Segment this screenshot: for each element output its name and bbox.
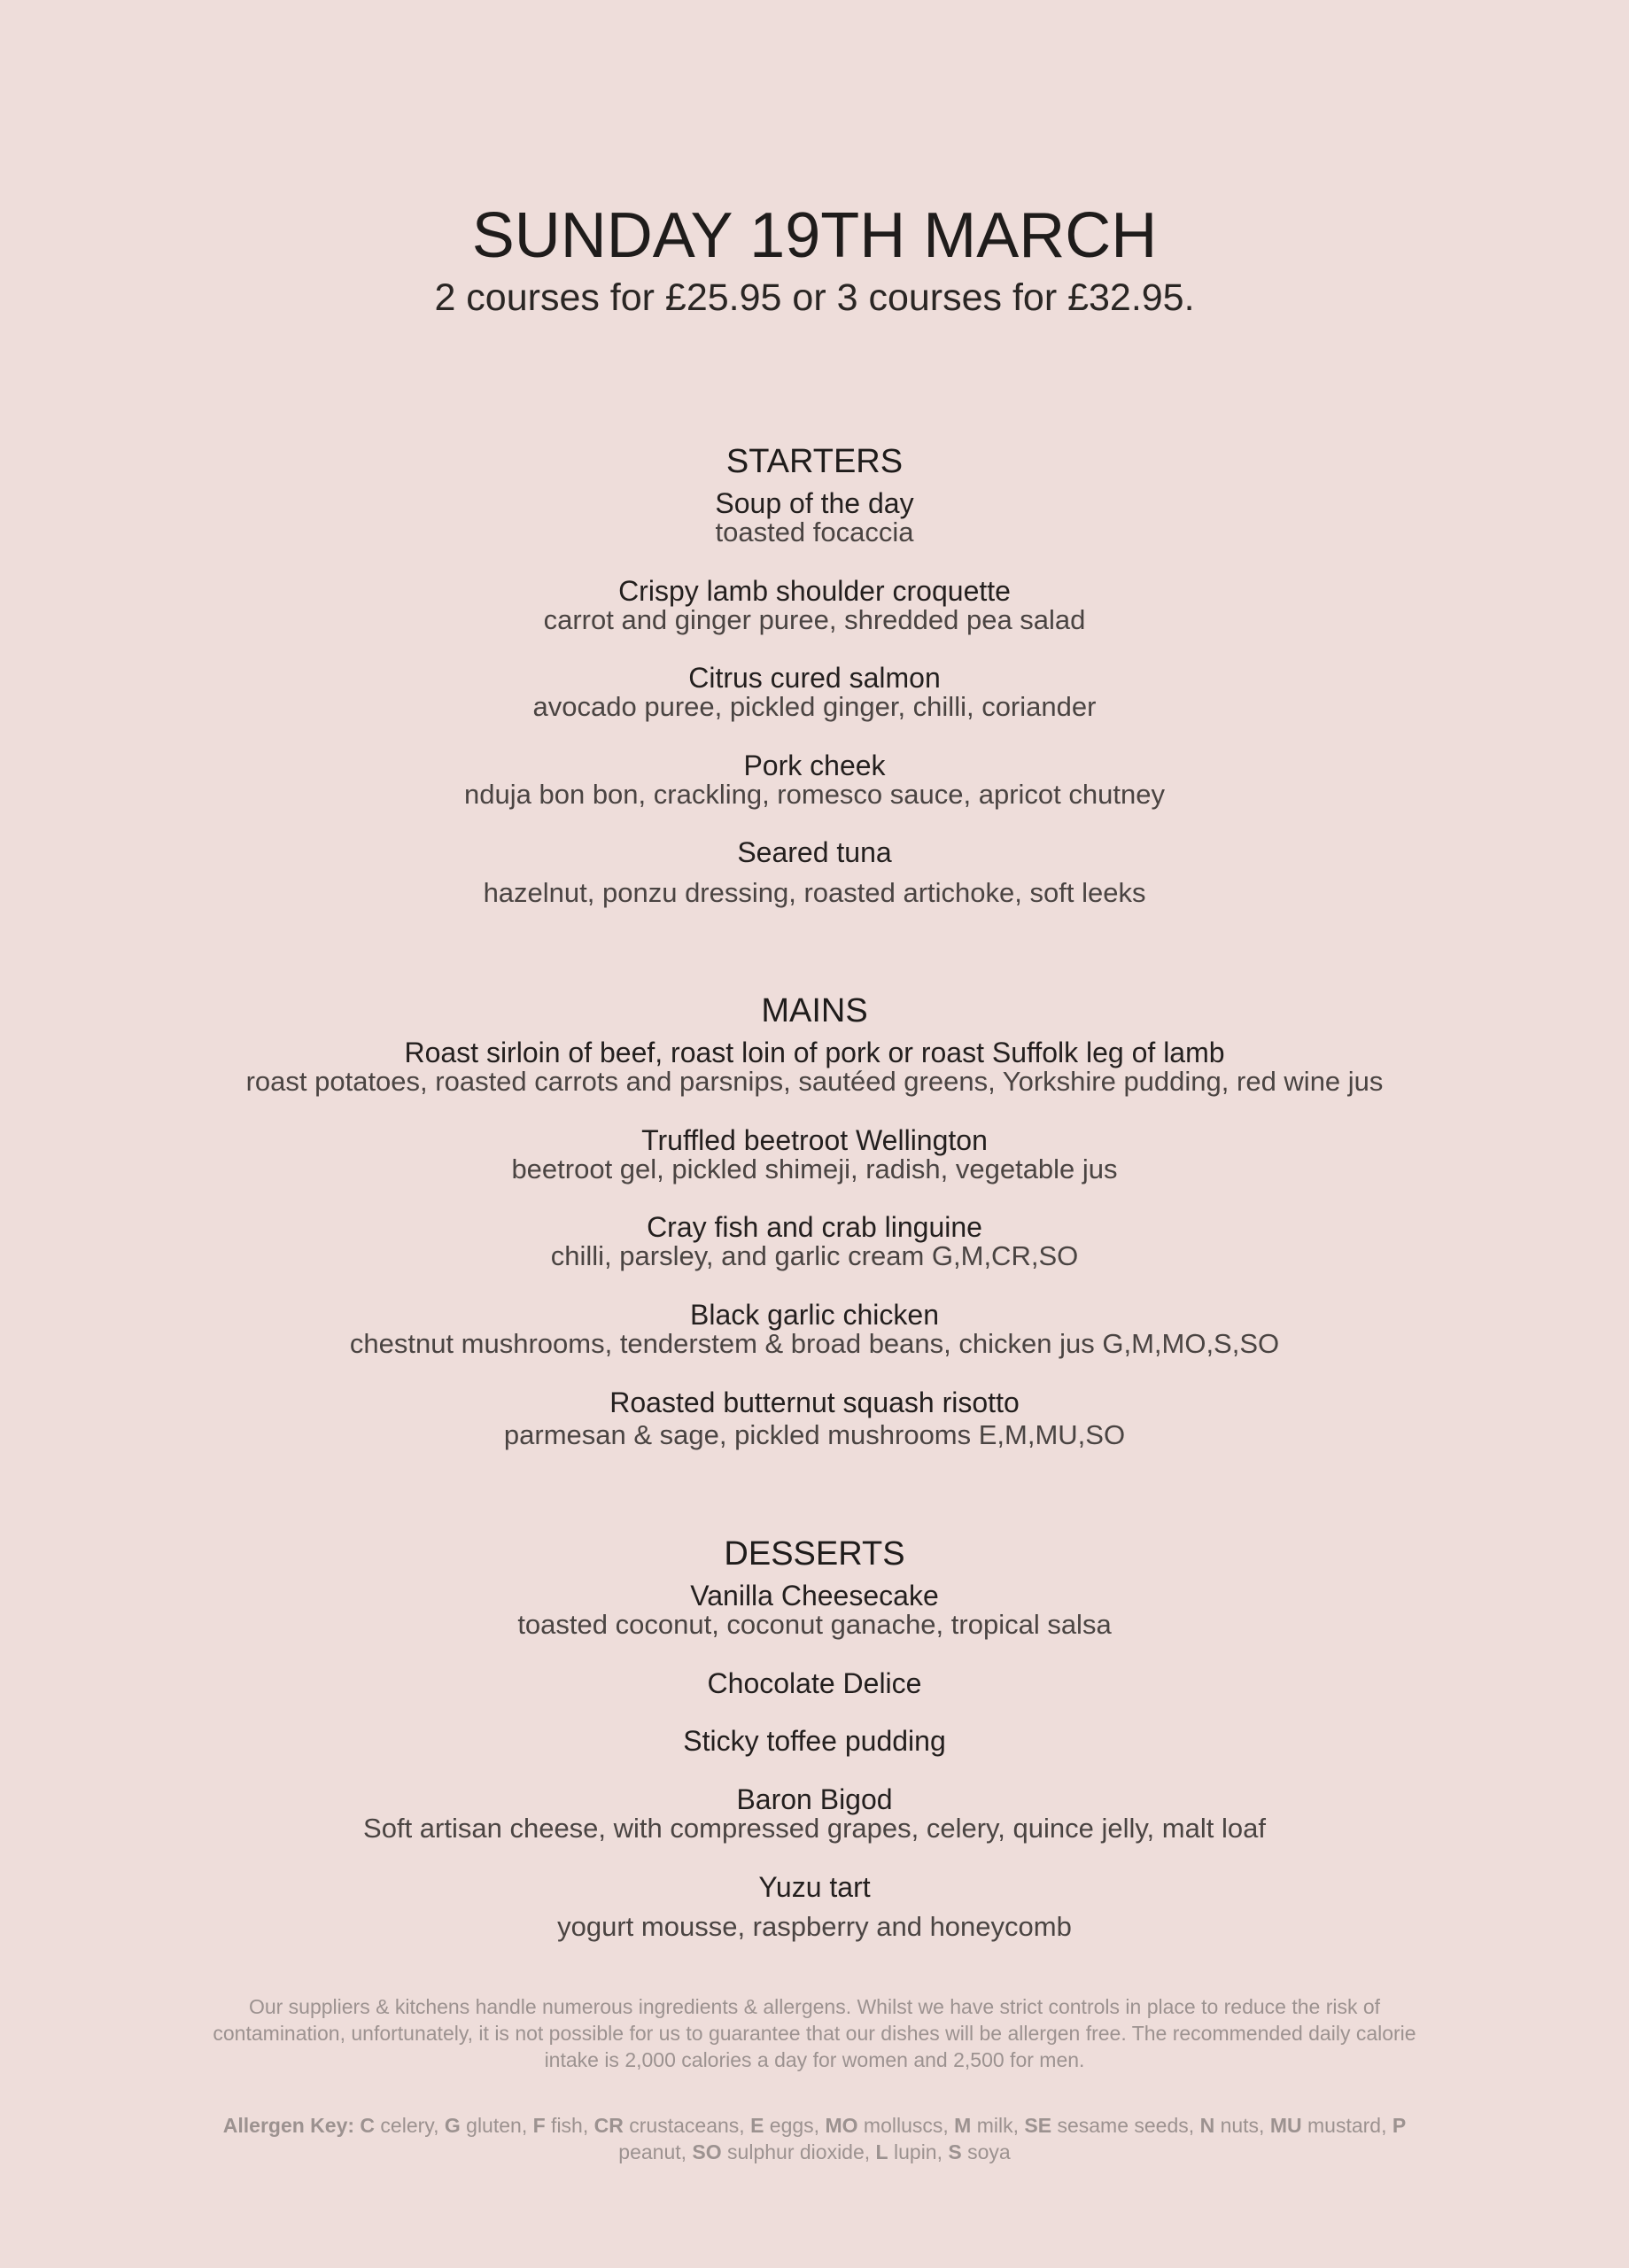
dish-name: Roast sirloin of beef, roast loin of pork or roast Suffolk leg of lamb bbox=[404, 1037, 1225, 1068]
dish-name: Chocolate Delice bbox=[707, 1667, 922, 1699]
allergen-code: N bbox=[1199, 2114, 1215, 2137]
allergen-code: CR bbox=[593, 2114, 624, 2137]
dish-name: Baron Bigod bbox=[736, 1783, 893, 1815]
dish-description: avocado puree, pickled ginger, chilli, coriander bbox=[532, 691, 1097, 722]
allergen-meaning: gluten, bbox=[460, 2114, 528, 2137]
allergen-code: M bbox=[954, 2114, 972, 2137]
allergen-code: G bbox=[444, 2114, 461, 2137]
allergen-code: E bbox=[750, 2114, 764, 2137]
dish-description: chilli, parsley, and garlic cream G,M,CR,SO bbox=[550, 1240, 1079, 1271]
dish-description: toasted coconut, coconut ganache, tropical salsa bbox=[517, 1609, 1112, 1640]
dish-name: Cray fish and crab linguine bbox=[647, 1211, 982, 1243]
allergen-meaning: fish, bbox=[545, 2114, 589, 2137]
allergen-meaning: nuts, bbox=[1214, 2114, 1265, 2137]
allergen-meaning: molluscs, bbox=[857, 2114, 949, 2137]
dish-name: Vanilla Cheesecake bbox=[690, 1580, 939, 1612]
allergen-code: S bbox=[948, 2140, 962, 2163]
dish-description: carrot and ginger puree, shredded pea salad bbox=[543, 604, 1086, 635]
allergen-meaning: peanut, bbox=[618, 2140, 687, 2163]
allergen-code: C bbox=[360, 2114, 376, 2137]
section-heading-starters: STARTERS bbox=[725, 443, 904, 480]
section-heading-mains: MAINS bbox=[761, 992, 868, 1029]
allergen-key-label: Allergen Key: bbox=[222, 2114, 355, 2137]
dish-name: Truffled beetroot Wellington bbox=[641, 1124, 988, 1156]
allergen-meaning: sesame seeds, bbox=[1051, 2114, 1195, 2137]
allergen-meaning: celery, bbox=[375, 2114, 439, 2137]
dish-description: toasted focaccia bbox=[715, 517, 914, 548]
dish-description: yogurt mousse, raspberry and honeycomb bbox=[557, 1911, 1072, 1942]
allergen-code: SO bbox=[692, 2140, 722, 2163]
allergen-key-entries bbox=[360, 2114, 1406, 2163]
dish-description: chestnut mushrooms, tenderstem & broad beans, chicken jus G,M,MO,S,SO bbox=[349, 1328, 1280, 1359]
allergen-meaning: sulphur dioxide, bbox=[721, 2140, 871, 2163]
dish-name: Roasted butternut squash risotto bbox=[609, 1386, 1020, 1418]
dish-description: nduja bon bon, crackling, romesco sauce, apricot chutney bbox=[464, 779, 1165, 810]
allergen-meaning: eggs, bbox=[764, 2114, 820, 2137]
dish-name: Pork cheek bbox=[743, 750, 886, 781]
dish-description: roast potatoes, roasted carrots and parsnips, sautéed greens, Yorkshire pudding, red wine jus bbox=[245, 1066, 1384, 1097]
dish-name: Seared tuna bbox=[737, 836, 892, 868]
allergen-code: F bbox=[532, 2114, 546, 2137]
dish-name: Soup of the day bbox=[715, 487, 914, 519]
allergen-meaning: milk, bbox=[971, 2114, 1019, 2137]
dish-description: Soft artisan cheese, with compressed grapes, celery, quince jelly, malt loaf bbox=[363, 1813, 1266, 1844]
dish-description: hazelnut, ponzu dressing, roasted artichoke, soft leeks bbox=[483, 877, 1146, 908]
dish-name: Citrus cured salmon bbox=[688, 662, 941, 694]
allergen-meaning: lupin, bbox=[888, 2140, 942, 2163]
allergen-meaning: soya bbox=[961, 2140, 1011, 2163]
allergen-meaning: mustard, bbox=[1301, 2114, 1387, 2137]
page-title: SUNDAY 19TH MARCH bbox=[471, 200, 1158, 271]
section-heading-desserts: DESSERTS bbox=[724, 1535, 905, 1573]
allergen-code: P bbox=[1392, 2114, 1407, 2137]
dish-name: Black garlic chicken bbox=[690, 1299, 939, 1331]
dish-name: Sticky toffee pudding bbox=[683, 1725, 946, 1757]
allergen-code: MO bbox=[825, 2114, 858, 2137]
dish-name: Yuzu tart bbox=[758, 1871, 871, 1903]
allergen-disclaimer: Our suppliers & kitchens handle numerous ingredients & allergens. Whilst we have strict controls in place to reduce the risk of contamination, unfortunately, it is not possible for us to guarantee that our dishes will be allergen free. The recommended daily calorie intake is 2,000 calories a day for women and 2,500 for men. bbox=[213, 1995, 1416, 2071]
allergen-code: SE bbox=[1024, 2114, 1052, 2137]
price-subtitle: 2 courses for £25.95 or 3 courses for £32.95. bbox=[434, 276, 1195, 319]
dish-description: parmesan & sage, pickled mushrooms E,M,MU,SO bbox=[503, 1419, 1126, 1450]
dish-name: Crispy lamb shoulder croquette bbox=[618, 575, 1011, 607]
dish-description: beetroot gel, pickled shimeji, radish, vegetable jus bbox=[511, 1153, 1118, 1184]
allergen-key bbox=[204, 2112, 1425, 2165]
allergen-code: MU bbox=[1269, 2114, 1302, 2137]
allergen-code: L bbox=[875, 2140, 888, 2163]
allergen-meaning: crustaceans, bbox=[623, 2114, 745, 2137]
